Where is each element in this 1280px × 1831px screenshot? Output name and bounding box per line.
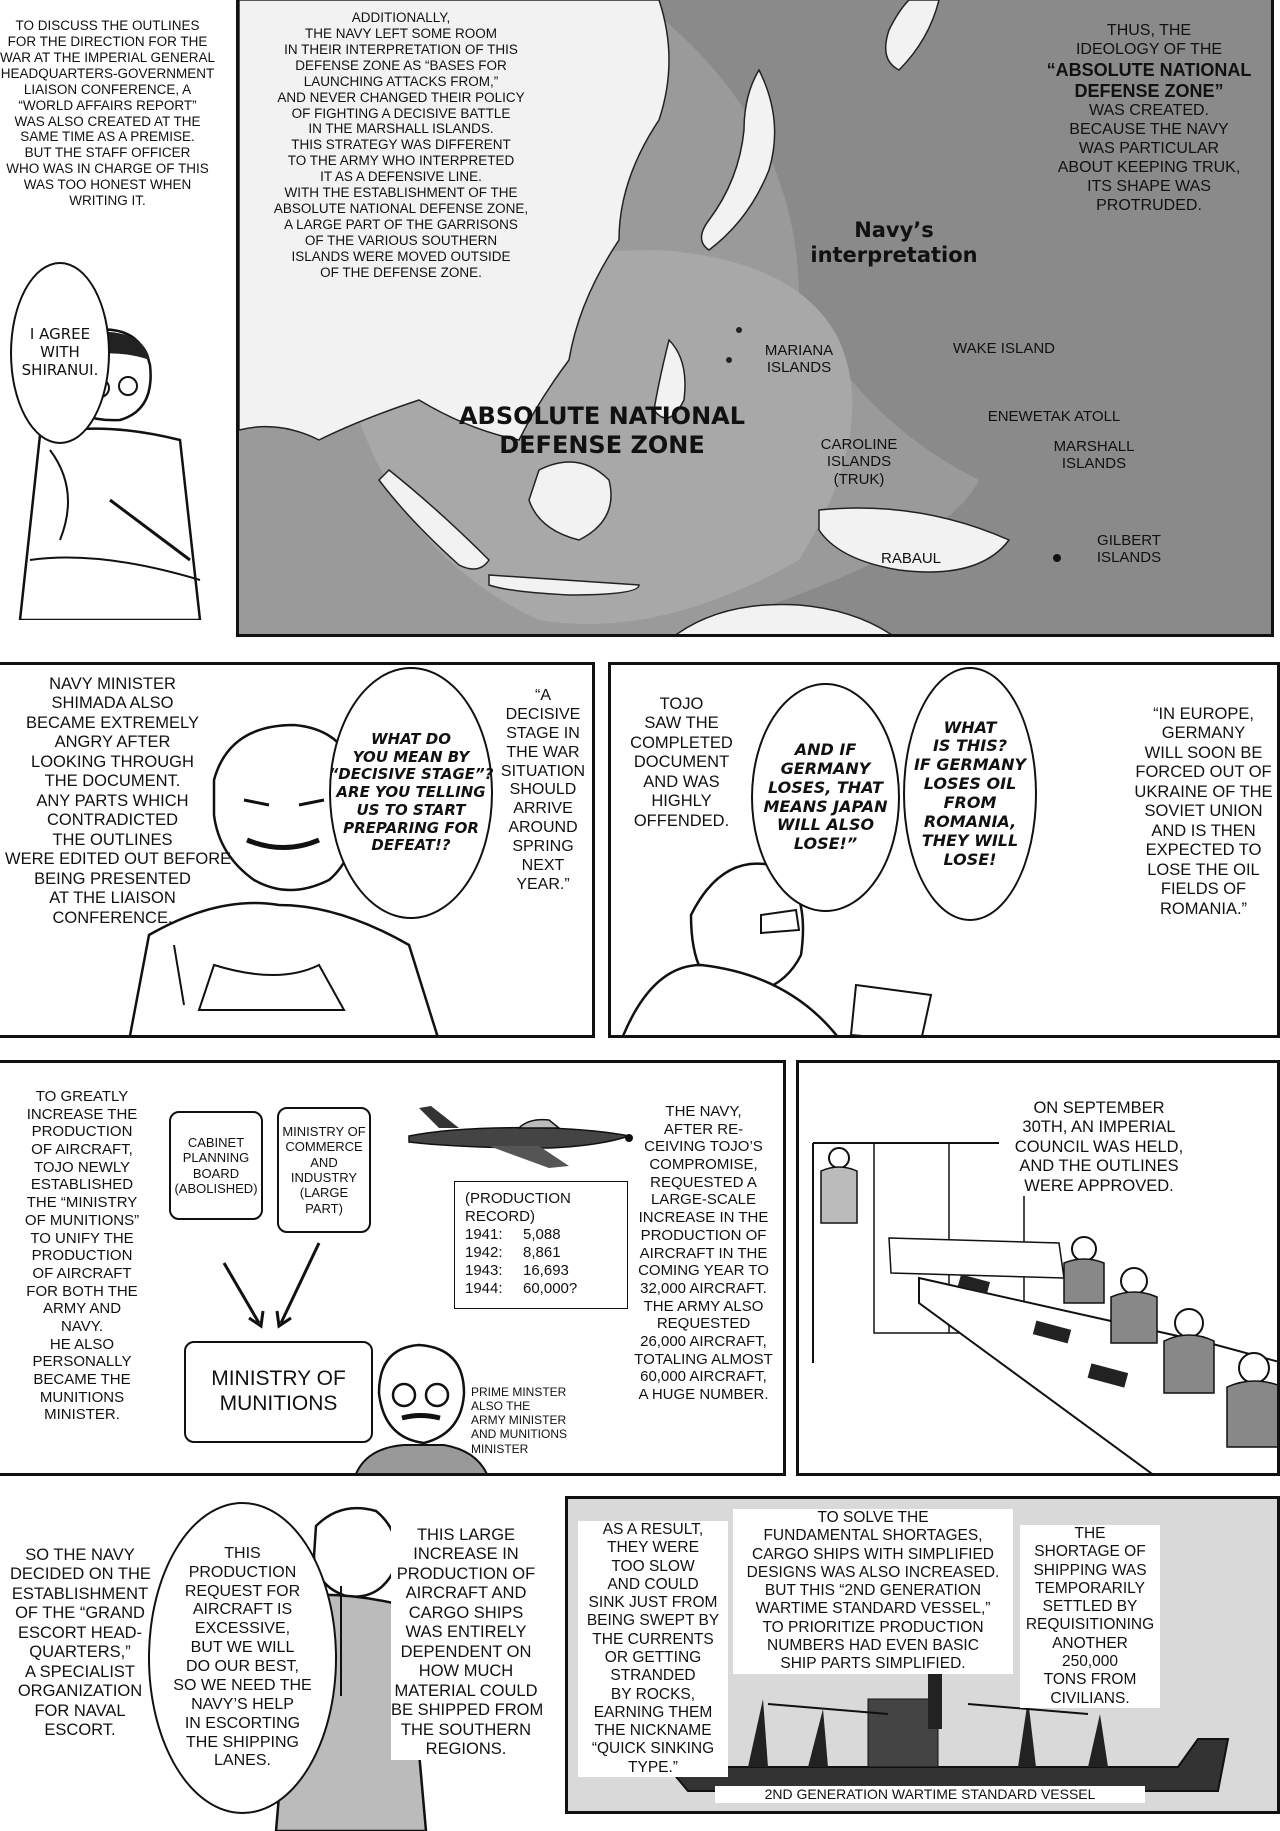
record-row: 1941: 5,088 [465,1226,561,1243]
map-caption-right: THUS, THE IDEOLOGY OF THE “ABSOLUTE NATIONAL DEFENSE ZONE” WAS CREATED. BECAUSE THE NAVY WAS PARTICULAR ABOUT KEEPING TRUK, ITS SHAPE WAS PROTRUDED. [1046,22,1252,214]
map-label-mariana: MARIANA ISLANDS [764,342,834,377]
production-record-box [454,1181,628,1309]
tojo-document-quote: “IN EUROPE, GERMANY WILL SOON BE FORCED OUT OF UKRAINE OF THE SOVIET UNION AND IS THEN EXPECTED TO LOSE THE OIL FIELDS OF ROMANIA.” [1134,705,1273,918]
box-ministry-commerce: MINISTRY OF COMMERCE AND INDUSTRY (LARGE PART) [277,1107,371,1233]
ships-caption-mid: TO SOLVE THE FUNDAMENTAL SHORTAGES, CARGO SHIPS WITH SIMPLIFIED DESIGNS WAS ALSO INCREASED. BUT THIS “2ND GENERATION WARTIME STANDARD VESSEL,” TO PRIORITIZE PRODUCTION NUMBERS HAD EVEN BASIC SHIP PARTS SIMPLIFIED. [733,1509,1013,1674]
tojo-narration: TOJO SAW THE COMPLETED DOCUMENT AND WAS HIGHLY OFFENDED. [630,695,733,830]
escort-caption: THIS LARGE INCREASE IN PRODUCTION OF AIRCRAFT AND CARGO SHIPS WAS ENTIRELY DEPENDENT ON HOW MUCH MATERIAL COULD BE SHIPPED FROM THE SOUTHERN REGIONS. [391,1526,544,1759]
ships-caption-right: THE SHORTAGE OF SHIPPING WAS TEMPORARILY SETTLED BY REQUISITIONING ANOTHER 250,000 TONS FROM CIVILIANS. [1020,1525,1160,1708]
panel-shimada [0,662,595,1038]
record-row: 1943: 16,693 [465,1262,569,1279]
record-subtitle: RECORD) [465,1208,535,1225]
map-label-wake: WAKE ISLAND [953,340,1055,357]
prime-minister-label: PRIME MINSTER ALSO THE ARMY MINISTER AND MUNITIONS MINISTER [471,1385,567,1456]
defense-zone-label: ABSOLUTE NATIONAL DEFENSE ZONE [458,402,746,459]
shimada-narration: NAVY MINISTER SHIMADA ALSO BECAME EXTREMELY ANGRY AFTER LOOKING THROUGH THE DOCUMENT. ANY PARTS WHICH CONTRADICTED THE OUTLINES WERE EDITED OUT BEFORE BEING PRESENTED AT THE LIAISON CONFERENCE. [5,675,232,927]
box-cabinet-planning-board: CABINET PLANNING BOARD (ABOLISHED) [169,1111,263,1220]
panel-council [796,1060,1280,1476]
panel1-speech-bubble: I AGREE WITH SHIRANUI. [10,262,110,444]
munitions-narration: TO GREATLY INCREASE THE PRODUCTION OF AIRCRAFT, TOJO NEWLY ESTABLISHED THE “MINISTRY OF MUNITIONS” TO UNIFY THE PRODUCTION OF AIRCRAFT FOR BOTH THE ARMY AND NAVY. HE ALSO PERSONALLY BECAME THE MUNITIONS MINISTER. [24,1088,140,1424]
tojo-speech-bubble-right: WHAT IS THIS? IF GERMANY LOSES OIL FROM ROMANIA, THEY WILL LOSE! [903,667,1037,921]
ship-label: 2ND GENERATION WARTIME STANDARD VESSEL [715,1786,1145,1803]
ships-caption-left: AS A RESULT, THEY WERE TOO SLOW AND COULD SINK JUST FROM BEING SWEPT BY THE CURRENTS OR GETTING STRANDED BY ROCKS, EARNING THEM THE NICKNAME “QUICK SINKING TYPE.” [578,1521,728,1777]
map-label-marshall: MARSHALL ISLANDS [1053,438,1135,473]
record-row: 1944: 60,000? [465,1280,578,1297]
shimada-speech-bubble: WHAT DO YOU MEAN BY “DECISIVE STAGE”? ARE YOU TELLING US TO START PREPARING FOR DEFEAT!? [329,667,493,919]
shimada-document-quote: “A DECISIVE STAGE IN THE WAR SITUATION SHOULD ARRIVE AROUND SPRING NEXT YEAR.” [500,687,586,893]
map-panel [236,0,1274,637]
map-label-rabaul: RABAUL [880,550,942,567]
map-label-gilbert: GILBERT ISLANDS [1096,532,1162,567]
panel-munitions [0,1060,786,1476]
council-narration: ON SEPTEMBER 30TH, AN IMPERIAL COUNCIL WAS HELD, AND THE OUTLINES WERE APPROVED. [999,1099,1199,1196]
record-title: (PRODUCTION [465,1190,571,1207]
navy-request-text: THE NAVY, AFTER RE- CEIVING TOJO’S COMPROMISE, REQUESTED A LARGE-SCALE INCREASE IN THE PRODUCTION OF AIRCRAFT IN THE COMING YEAR TO 32,000 AIRCRAFT. THE ARMY ALSO REQUESTED 26,000 AIRCRAFT, TOTALING ALMOST 60,000 AIRCRAFT, A HUGE NUMBER. [634,1103,773,1403]
map-label-caroline: CAROLINE ISLANDS (TRUK) [820,436,898,488]
tojo-portrait [354,1333,489,1476]
panel-tojo [608,662,1280,1038]
record-row: 1942: 8,861 [465,1244,561,1261]
navy-interpretation-label: Navy’s interpretation [810,218,978,268]
panel1-narration: TO DISCUSS THE OUTLINES FOR THE DIRECTION FOR THE WAR AT THE IMPERIAL GENERAL HEADQUARTERS-GOVERNMENT LIAISON CONFERENCE, A “WORLD AFFAIRS REPORT” WAS ALSO CREATED AT THE SAME TIME AS A PREMISE. BUT THE STAFF OFFICER WHO WAS IN CHARGE OF THIS WAS TOO HONEST WHEN WRITING IT. [0,18,216,209]
panel-ships [565,1496,1280,1814]
tojo-speech-bubble-left: AND IF GERMANY LOSES, THAT MEANS JAPAN WILL ALSO LOSE!” [751,683,900,912]
org-arrows [219,1223,369,1333]
map-caption-left: ADDITIONALLY, THE NAVY LEFT SOME ROOM IN THEIR INTERPRETATION OF THIS DEFENSE ZONE AS “BASES FOR LAUNCHING ATTACKS FROM,” AND NEVER CHANGED THEIR POLICY OF FIGHTING A DECISIVE BATTLE IN THE MARSHALL ISLANDS. THIS STRATEGY WAS DIFFERENT TO THE ARMY WHO INTERPRETED IT AS A DEFENSIVE LINE. WITH THE ESTABLISHMENT OF THE ABSOLUTE NATIONAL DEFENSE ZONE, A LARGE PART OF THE GARRISONS OF THE VARIOUS SOUTHERN ISLANDS WERE MOVED OUTSIDE OF THE DEFENSE ZONE. [273,10,529,280]
panel-escort [0,1496,556,1831]
map-label-enewetak: ENEWETAK ATOLL [987,408,1121,425]
box-ministry-munitions: MINISTRY OF MUNITIONS [184,1341,373,1443]
fighter-plane-icon [399,1098,639,1173]
escort-narration: SO THE NAVY DECIDED ON THE ESTABLISHMENT OF THE “GRAND ESCORT HEAD- QUARTERS,” A SPECIALIST ORGANIZATION FOR NAVAL ESCORT. [10,1546,151,1740]
escort-speech-bubble: THIS PRODUCTION REQUEST FOR AIRCRAFT IS EXCESSIVE, BUT WE WILL DO OUR BEST, SO WE NEED THE NAVY’S HELP IN ESCORTING THE SHIPPING LANES. [148,1502,337,1814]
